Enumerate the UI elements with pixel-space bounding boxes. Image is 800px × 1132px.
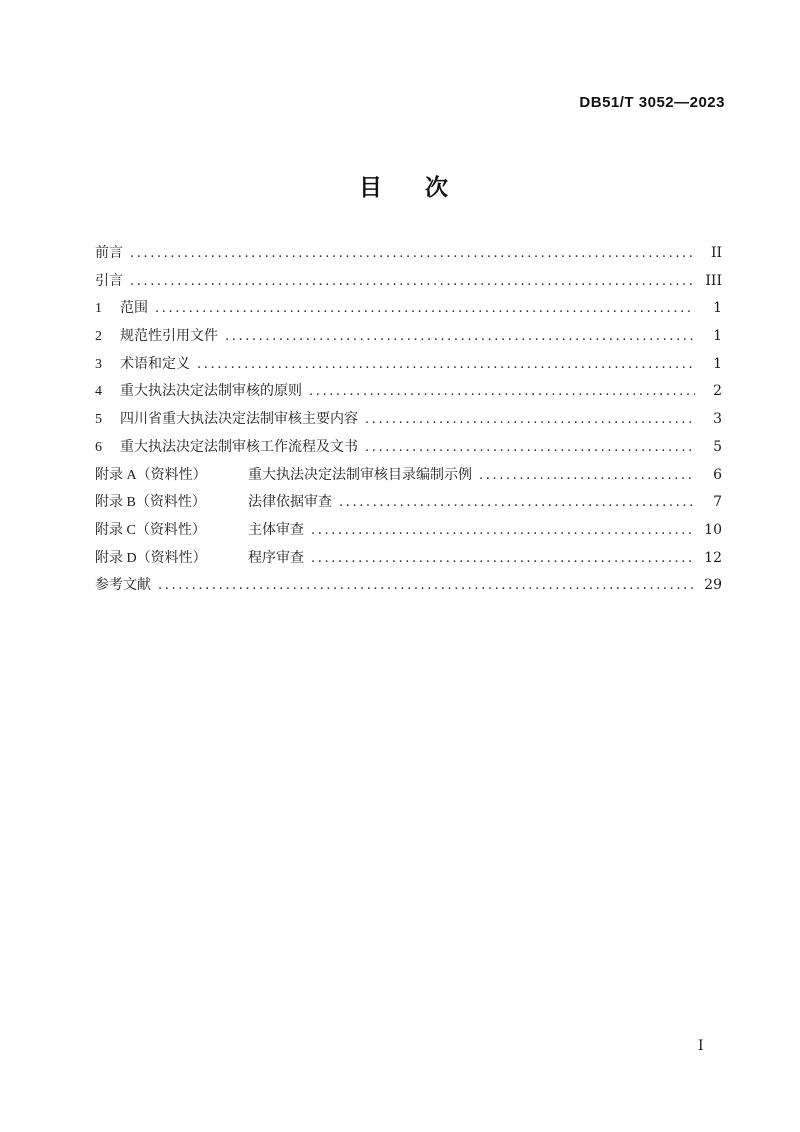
toc-page-number: 5 bbox=[713, 438, 722, 455]
toc-leader-dots bbox=[130, 268, 695, 296]
toc-appendix-label: 附录 A（资料性） bbox=[95, 467, 207, 483]
toc-entry bbox=[95, 545, 722, 573]
toc-page-number: II bbox=[710, 245, 722, 261]
toc-entry-label: 引言 bbox=[95, 273, 123, 289]
toc-page-number: 1 bbox=[713, 300, 722, 317]
toc-entry bbox=[95, 406, 722, 434]
toc-page-number: 2 bbox=[713, 383, 722, 400]
toc-entry-label: 术语和定义 bbox=[120, 356, 190, 372]
toc-appendix-title: 主体审查 bbox=[248, 522, 304, 538]
toc-entry bbox=[95, 462, 722, 490]
toc-entry-label: 规范性引用文件 bbox=[120, 329, 218, 345]
toc-appendix-label: 附录 D（资料性） bbox=[95, 550, 207, 566]
toc-leader-dots bbox=[479, 462, 695, 490]
toc-leader-dots bbox=[365, 406, 695, 434]
toc-page-number: 12 bbox=[704, 549, 722, 566]
toc-entry bbox=[95, 517, 722, 545]
toc-entry bbox=[95, 378, 722, 406]
toc-appendix-label: 附录 B（资料性） bbox=[95, 495, 206, 511]
toc-leader-dots bbox=[155, 295, 695, 323]
toc-entry bbox=[95, 489, 722, 517]
toc-entry-label: 重大执法决定法制审核的原则 bbox=[120, 384, 302, 400]
toc-leader-dots bbox=[311, 545, 695, 573]
toc-page-number: 7 bbox=[713, 494, 722, 511]
standard-code: DB51/T 3052—2023 bbox=[579, 94, 725, 111]
toc-leader-dots bbox=[225, 323, 695, 351]
toc-entry-label: 前言 bbox=[95, 246, 123, 261]
toc-entry-number: 3 bbox=[95, 356, 102, 372]
toc-entry bbox=[95, 351, 722, 379]
toc-entry bbox=[95, 268, 722, 296]
toc-leader-dots bbox=[365, 434, 695, 462]
toc-leader-dots bbox=[339, 489, 695, 517]
toc-entry-label: 重大执法决定法制审核工作流程及文书 bbox=[120, 439, 358, 455]
toc-entry-number: 5 bbox=[95, 412, 102, 428]
toc-appendix-title: 法律依据审查 bbox=[248, 495, 332, 511]
toc-entry-label: 范围 bbox=[120, 301, 148, 317]
toc-entry bbox=[95, 295, 722, 323]
toc-entry-number: 1 bbox=[95, 301, 102, 317]
toc-entry bbox=[95, 572, 722, 600]
toc-page-number: 1 bbox=[713, 355, 722, 372]
toc-leader-dots bbox=[197, 351, 695, 379]
toc-page-number: III bbox=[705, 272, 722, 289]
footer-page-number: I bbox=[698, 1038, 704, 1054]
toc-appendix-label: 附录 C（资料性） bbox=[95, 522, 206, 538]
toc-appendix-title: 重大执法决定法制审核目录编制示例 bbox=[248, 467, 472, 483]
toc-page-number: 6 bbox=[713, 466, 722, 483]
toc-page-number: 3 bbox=[713, 411, 722, 428]
toc-leader-dots bbox=[130, 240, 695, 268]
toc-page-number: 10 bbox=[704, 521, 722, 538]
page-title: 目 次 bbox=[359, 175, 458, 200]
toc-entry-number: 2 bbox=[95, 329, 102, 345]
toc-entry-label: 参考文献 bbox=[95, 578, 151, 594]
toc-leader-dots bbox=[158, 572, 695, 600]
toc-page-number: 29 bbox=[704, 577, 722, 594]
toc-leader-dots bbox=[311, 517, 695, 545]
toc-page-number: 1 bbox=[713, 328, 722, 345]
toc-appendix-title: 程序审查 bbox=[248, 550, 304, 566]
toc-entry-number: 4 bbox=[95, 384, 102, 400]
toc-entry bbox=[95, 434, 722, 462]
table-of-contents bbox=[95, 240, 722, 600]
toc-entry bbox=[95, 323, 722, 351]
toc-entry-number: 6 bbox=[95, 439, 102, 455]
toc-leader-dots bbox=[309, 378, 695, 406]
toc-entry bbox=[95, 240, 722, 268]
toc-entry-label: 四川省重大执法决定法制审核主要内容 bbox=[120, 412, 358, 428]
